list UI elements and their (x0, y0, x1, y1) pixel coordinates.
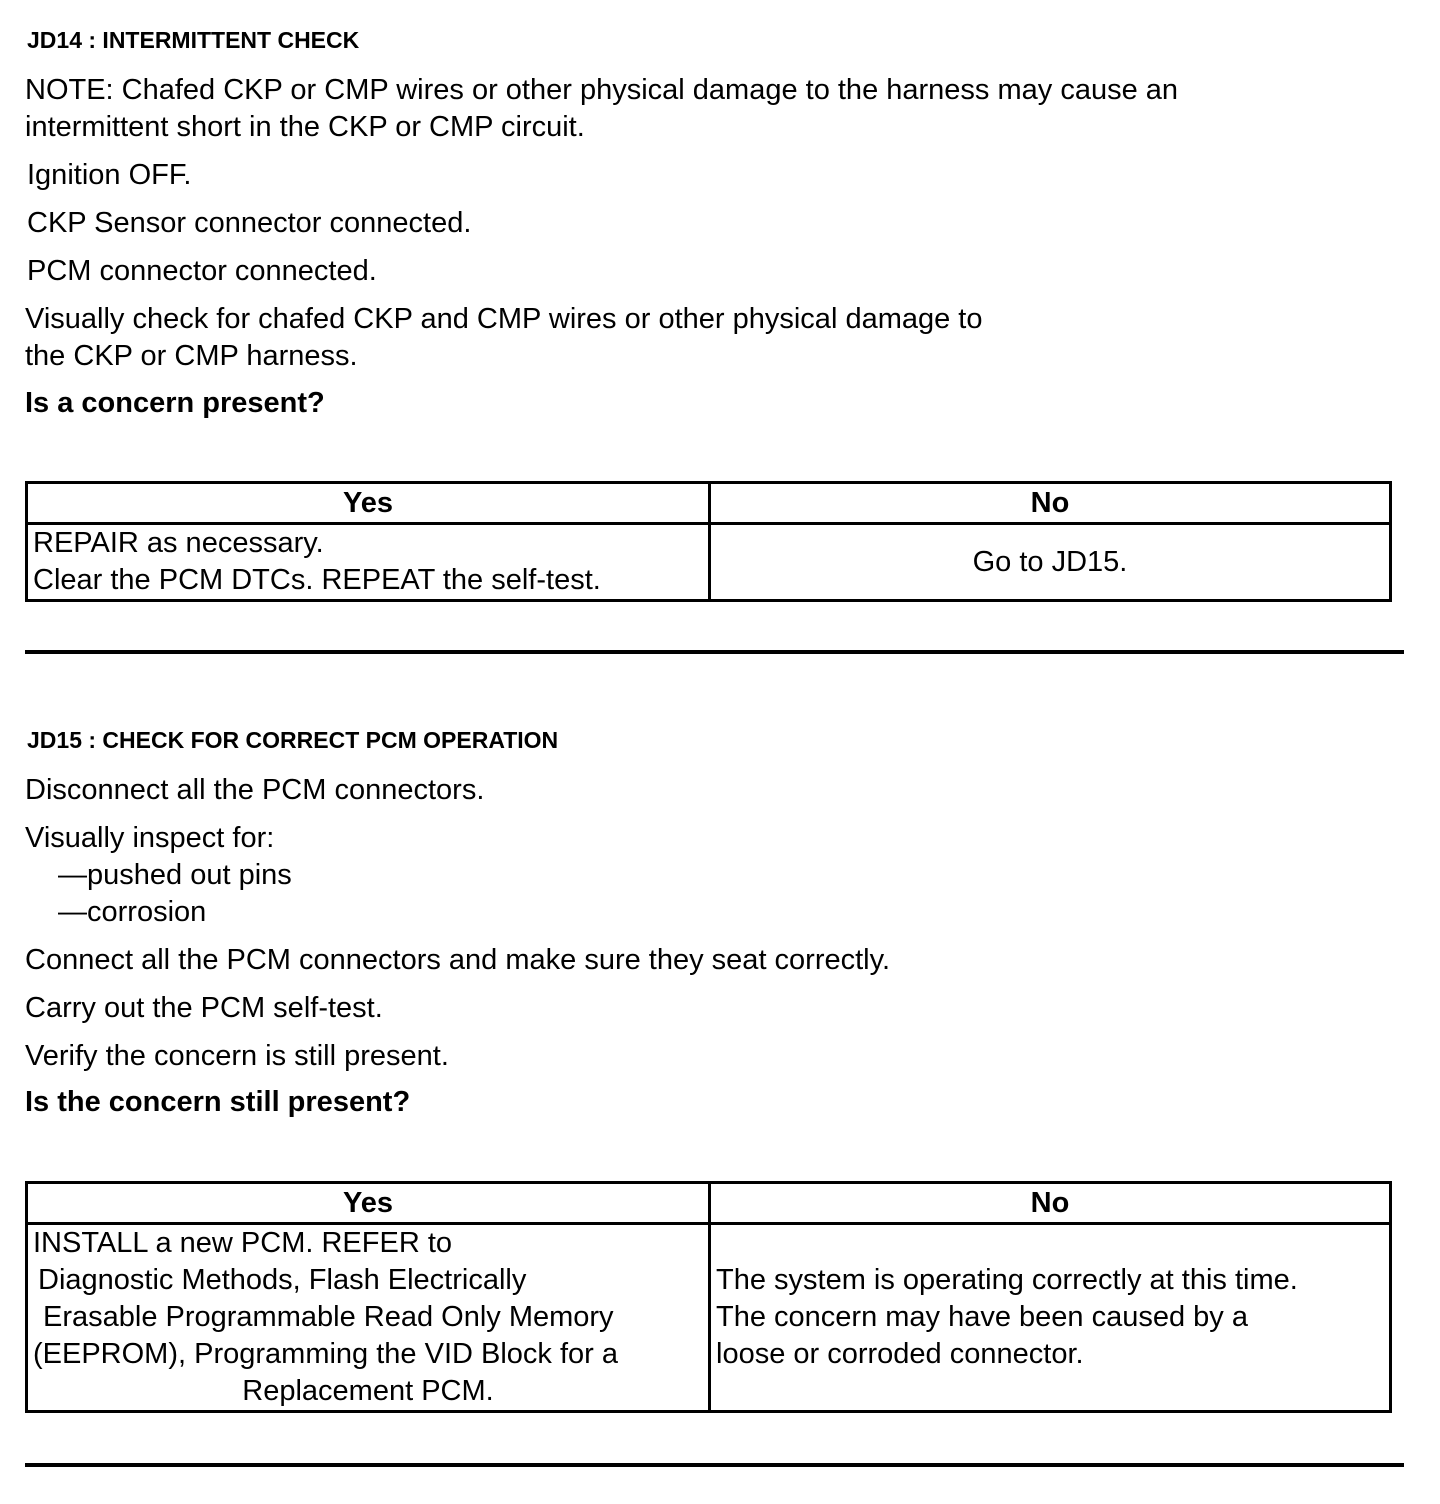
yes-no-table (25, 1181, 1392, 1413)
question: Is a concern present? (25, 387, 325, 419)
yes-line: Diagnostic Methods, Flash Electrically (38, 1264, 527, 1296)
bullet-item: —pushed out pins (58, 859, 292, 891)
yes-line: REPAIR as necessary. (33, 527, 324, 559)
yes-header: Yes (27, 1183, 710, 1224)
step-text: PCM connector connected. (27, 255, 377, 287)
no-line: loose or corroded connector. (716, 1338, 1084, 1370)
section-heading: JD15 : CHECK FOR CORRECT PCM OPERATION (27, 727, 559, 753)
yes-line: INSTALL a new PCM. REFER to (33, 1227, 453, 1259)
step-text: Carry out the PCM self-test. (25, 992, 383, 1024)
yes-header: Yes (27, 483, 710, 524)
no-header: No (710, 1183, 1391, 1224)
note-line: NOTE: Chafed CKP or CMP wires or other physical damage to the harness may cause an (25, 74, 1179, 106)
step-text: Visually inspect for: (25, 822, 275, 854)
no-line: The concern may have been caused by a (716, 1301, 1248, 1333)
section-heading: JD14 : INTERMITTENT CHECK (27, 27, 360, 53)
step-text: Verify the concern is still present. (25, 1040, 449, 1072)
no-cell: Go to JD15. (710, 524, 1391, 601)
bullet-item: —corrosion (58, 896, 207, 928)
step-text: Connect all the PCM connectors and make sure they seat correctly. (25, 944, 891, 976)
no-line: The system is operating correctly at this time. (716, 1264, 1298, 1296)
yes-line: (EEPROM), Programming the VID Block for a (33, 1338, 618, 1370)
yes-cell (27, 524, 710, 601)
divider (25, 650, 1404, 654)
divider (25, 1463, 1404, 1467)
step-text: the CKP or CMP harness. (25, 340, 358, 372)
yes-cell (27, 1224, 710, 1412)
yes-no-table (25, 481, 1392, 602)
step-text: Disconnect all the PCM connectors. (25, 774, 485, 806)
note-line: intermittent short in the CKP or CMP circuit. (25, 111, 585, 143)
yes-line: Erasable Programmable Read Only Memory (43, 1301, 614, 1333)
step-text: Ignition OFF. (27, 159, 192, 191)
step-text: CKP Sensor connector connected. (27, 207, 472, 239)
yes-line: Replacement PCM. (242, 1375, 494, 1407)
no-cell (710, 1224, 1391, 1412)
question: Is the concern still present? (25, 1086, 411, 1118)
no-header: No (710, 483, 1391, 524)
yes-line: Clear the PCM DTCs. REPEAT the self-test. (33, 564, 601, 596)
step-text: Visually check for chafed CKP and CMP wires or other physical damage to (25, 303, 983, 335)
